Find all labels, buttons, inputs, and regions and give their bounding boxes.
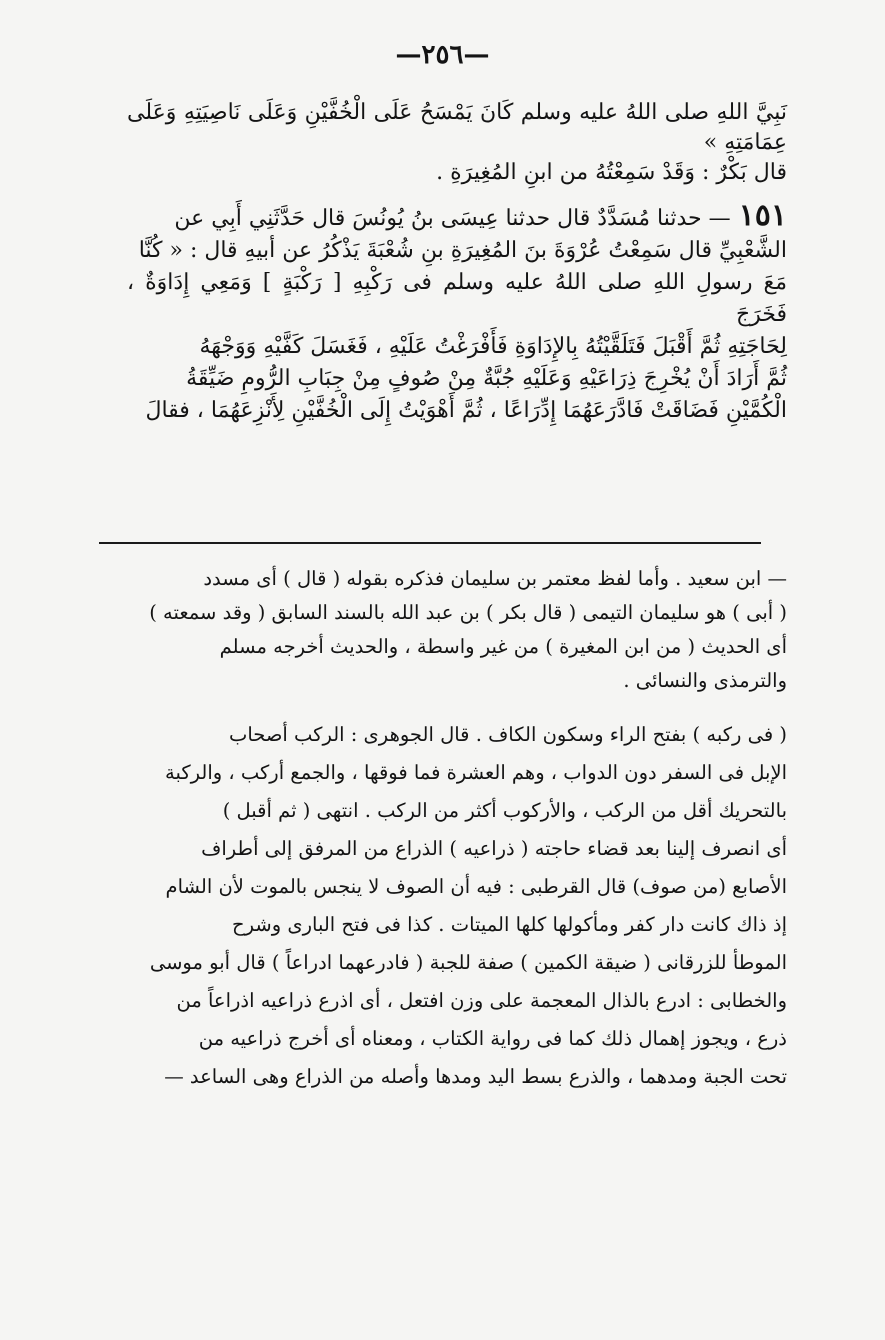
text-line: تحت الجبة ومدهما ، والذرع بسط اليد ومدها وأصله من الذراع وهى الساعد — bbox=[164, 1065, 787, 1088]
text-line: والخطابى : ادرع بالذال المعجمة على وزن افتعل ، أى اذرع ذراعيه اذراعاً من bbox=[176, 989, 787, 1012]
text-line: الأصابع (من صوف) قال القرطبى : فيه أن الصوف لا ينجس بالموت لأن الشام bbox=[165, 875, 787, 898]
commentary-block bbox=[125, 562, 787, 1096]
text-line: الموطأ للزرقانى ( ضيقة الكمين ) صفة للجبة ( فادرعهما ادراعاً ) قال أبو موسى bbox=[149, 951, 787, 974]
commentary-paragraph-2 bbox=[125, 716, 787, 1096]
text-line: ثُمَّ أَرَادَ أَنْ يُخْرِجَ ذِرَاعَيْهِ وَعَلَيْهِ جُبَّةٌ مِنْ صُوفٍ مِنْ جِبَابِ الرُّومِ ضَيِّقَةُ bbox=[186, 366, 787, 391]
footnote-divider bbox=[99, 542, 761, 544]
hadith-paragraph bbox=[127, 200, 787, 427]
text-line: الشَّعْبِيِّ قال سَمِعْتُ عُرْوَةَ بنَ المُغِيرَةِ بنِ شُعْبَةَ يَذْكُرُ عن أبيهِ قال : « كُنَّا bbox=[138, 238, 787, 263]
text-line: أى الحديث ( من ابن المغيرة ) من غير واسطة ، والحديث أخرجه مسلم bbox=[219, 635, 787, 658]
text-line: ( أبى ) هو سليمان التيمى ( قال بكر ) بن عبد الله بالسند السابق ( وقد سمعته ) bbox=[149, 601, 787, 624]
text-line: لِحَاجَتِهِ ثُمَّ أَقْبَلَ فَتَلَقَّيْتُهُ بِالإِدَاوَةِ فَأَفْرَغْتُ عَلَيْهِ ، فَغَسَلَ كَفَّيْهِ وَوَجْهَهُ bbox=[199, 334, 787, 359]
text-line: قال بَكْرٌ : وَقَدْ سَمِعْتُهُ من ابنِ المُغِيرَةِ . bbox=[436, 160, 787, 185]
text-line: بالتحريك أقل من الركب ، والأركوب أكثر من الركب . انتهى ( ثم أقبل ) bbox=[222, 799, 787, 822]
intro-paragraph bbox=[127, 98, 787, 188]
hadith-text-block bbox=[127, 98, 787, 436]
text-line: الْكُمَّيْنِ فَضَاقَتْ فَادَّرَعَهُمَا إِدِّرَاعًا ، ثُمَّ أَهْوَيْتُ إِلَى الْخُفَّيْنِ لِأَنْزِعَهُمَا ، فقالَ bbox=[145, 398, 787, 423]
text-line: نَبِيَّ اللهِ صلى اللهُ عليه وسلم كَانَ يَمْسَحُ عَلَى الْخُفَّيْنِ وَعَلَى نَاصِيَتِهِ وَعَلَى عِمَامَتِهِ » bbox=[127, 100, 787, 155]
text-line: ( فى ركبه ) بفتح الراء وسكون الكاف . قال الجوهرى : الركب أصحاب bbox=[228, 723, 787, 746]
text-line-content: — حدثنا مُسَدَّدٌ قال حدثنا عِيسَى بنُ يُونُسَ قال حَدَّثَنِي أَبِي عن bbox=[174, 206, 731, 231]
text-line: والترمذى والنسائى . bbox=[623, 669, 787, 692]
text-line: أى انصرف إلينا بعد قضاء حاجته ( ذراعيه ) الذراع من المرفق إلى أطراف bbox=[201, 837, 787, 860]
text-line: مَعَ رسولِ اللهِ صلى اللهُ عليه وسلم فى رَكْبِهِ [ رَكْبَةٍ ] وَمَعِي إِدَاوَةٌ ، فَخَرَجَ bbox=[127, 270, 787, 327]
text-line bbox=[127, 200, 787, 235]
text-line: الإبل فى السفر دون الدواب ، وهم العشرة فما فوقها ، والجمع أركب ، والركبة bbox=[165, 761, 787, 784]
commentary-paragraph-1 bbox=[125, 562, 787, 698]
text-line: إذ ذاك كانت دار كفر ومأكولها كلها الميتات . كذا فى فتح البارى وشرح bbox=[232, 913, 787, 936]
text-line: — ابن سعيد . وأما لفظ معتمر بن سليمان فذكره بقوله ( قال ) أى مسدد bbox=[203, 567, 787, 590]
page-number: —٢٥٦— bbox=[395, 40, 490, 70]
text-line: ذرع ، ويجوز إهمال ذلك كما فى رواية الكتاب ، ومعناه أى أخرج ذراعيه من bbox=[198, 1027, 787, 1050]
hadith-number: ١٥١ bbox=[738, 198, 787, 233]
